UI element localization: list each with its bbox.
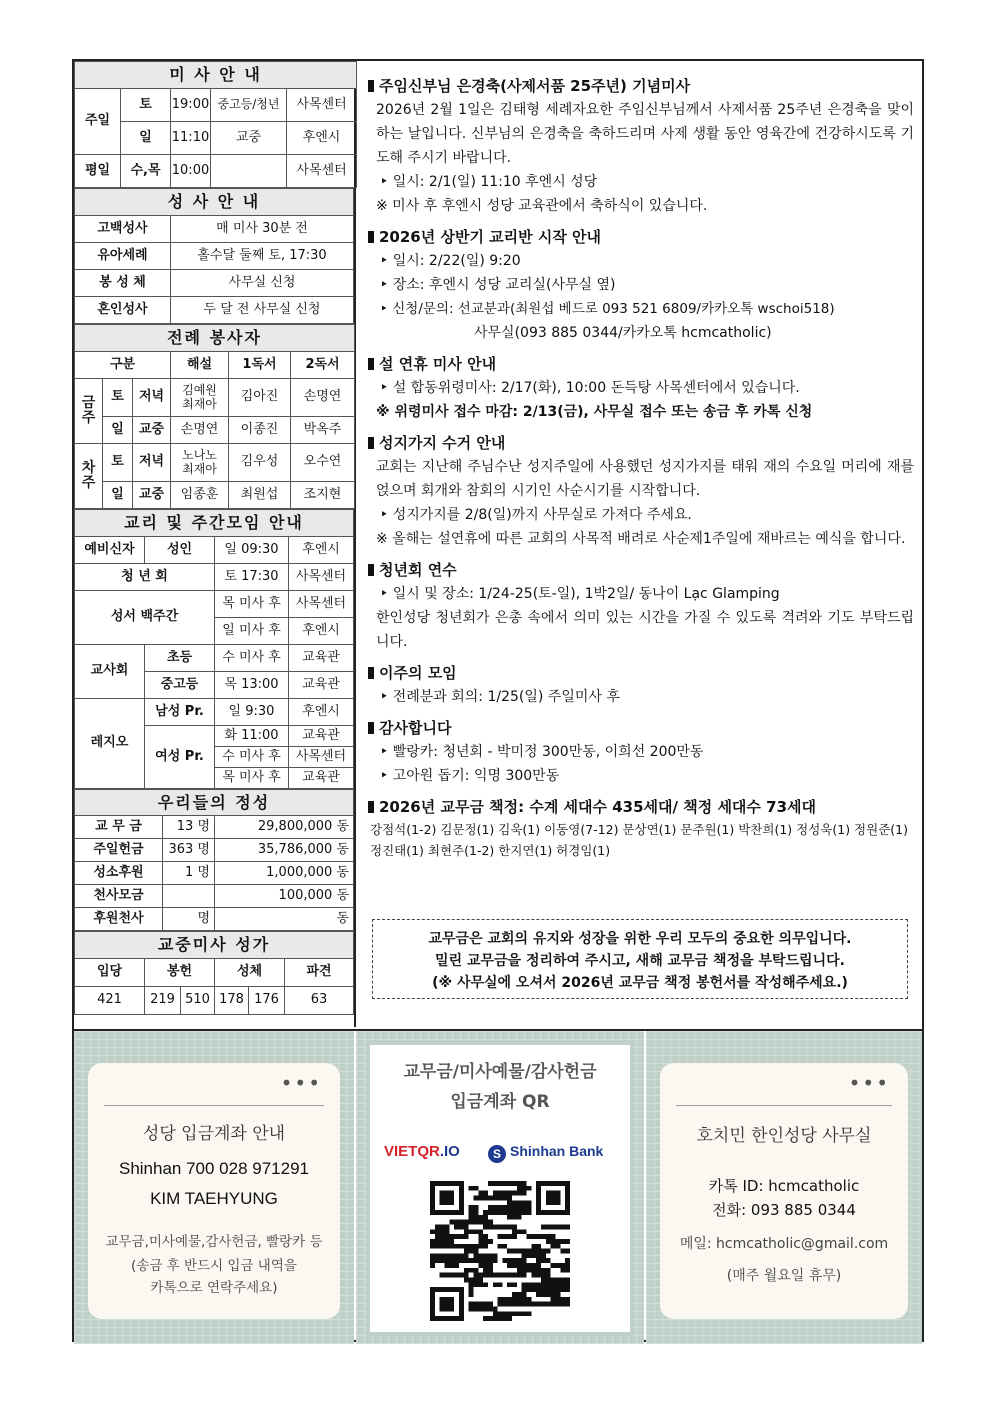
liturgy-table [74,324,355,509]
group-time: 일 09:30 [215,537,289,564]
group-time: 수 미사 후 [215,747,289,768]
group-place: 후엔시 [289,537,354,564]
sacrament-info: 사무실 신청 [171,270,354,297]
left-panel [74,1031,354,1344]
sacrament-name: 고백성사 [75,216,171,243]
card-divider [676,1105,892,1106]
mass-day: 수,목 [121,155,171,188]
notice-title [368,662,914,685]
notice-title-text: 주임신부님 은경축(사제서품 25주년) 기념미사 [379,77,691,95]
sacrament-info: 매 미사 30분 전 [171,216,354,243]
group-name: 성서 백주간 [75,591,215,645]
notice-item: ‣ 일시: 2/1(일) 11:10 후엔시 성당 [380,174,598,190]
offering-title: 우리들의 정성 [75,790,354,816]
group-sub: 초등 [145,645,215,672]
notice-body: 한인성당 청년회가 은총 속에서 의미 있는 시간을 가질 수 있도록 격려와 기도 부탁드립니다. [376,610,914,650]
liturgy-day: 일 [103,482,133,509]
commentator-name: 김예원 [182,383,217,398]
group-time: 목 미사 후 [215,768,289,789]
group-place: 교육관 [289,645,354,672]
mass-who: 중고등/청년 [211,89,287,122]
mass-place: 사목센터 [287,155,357,188]
office-note: (매주 월요일 휴무) [726,1268,842,1284]
notice-youth [368,559,914,654]
liturgy-mass: 저녁 [133,379,171,417]
offering-count: 1 명 [163,862,215,885]
vietqr-suffix: .IO [439,1143,460,1160]
card-note: 카톡으로 연락주세요) [150,1280,278,1296]
attendance-table [74,931,354,1015]
reminder-line: (※ 사무실에 오셔서 2026년 교무금 책정 봉헌서를 작성해주세요.) [432,975,848,991]
notice-item: ‣ 설 합동위령미사: 2/17(화), 10:00 돈득탕 사목센터에서 있습니다. [380,380,800,396]
sacrament-name: 유아세례 [75,243,171,270]
notice-note: ※ 미사 후 후엔시 성당 교육관에서 축하식이 있습니다. [376,198,708,214]
card-title: 호치민 한인성당 사무실 [696,1126,872,1146]
card-divider [104,1105,324,1106]
notice-note: ※ 위령미사 접수 마감: 2/13(금), 사무실 접수 또는 송금 후 카톡 신청 [376,404,813,420]
notice-lunar-new-year [368,353,914,424]
liturgy-mass: 교중 [133,417,171,444]
offering-count [163,885,215,908]
shinhan-logo [488,1143,603,1163]
notices-column [358,61,924,1027]
attendance-title: 교중미사 성가 [75,932,354,959]
next-week-label: 차주 [75,444,103,509]
account-holder: KIM TAEHYUNG [150,1189,278,1208]
reader2: 손명연 [291,379,355,417]
notice-title-text: 2026년 교무금 책정: 수계 세대수 435세대/ 책정 세대수 73세대 [379,798,816,816]
liturgy-header: 해설 [171,352,229,379]
vietqr-logo [384,1143,460,1160]
liturgy-mass: 교중 [133,482,171,509]
hymn-number: 176 [249,987,285,1015]
group-place: 사목센터 [289,747,354,768]
notice-item: ‣ 장소: 후엔시 성당 교리실(사무실 옆) [380,277,616,293]
card-title: 성당 입금계좌 안내 [142,1124,286,1144]
dues-names: 강점석(1-2) 김문정(1) 김욱(1) 이동영(7-12) 문상연(1) 문주원(1) 박찬희(1) 정성욱(1) 정원준(1) 정진태(1) 최현주(1-2) 한지연(1) 허경임(1) [370,822,908,858]
notice-thanks [368,717,914,788]
offering-amount: 동 [215,908,354,931]
notice-item: ‣ 일시: 2/22(일) 9:20 [380,253,521,269]
bullet-square-icon [368,231,374,243]
hymn-header: 파견 [285,959,354,987]
right-panel [646,1031,922,1344]
group-name: 레지오 [75,699,145,789]
hymn-number: 421 [75,987,145,1015]
sacrament-info: 홀수달 둘째 토, 17:30 [171,243,354,270]
group-place: 사목센터 [289,591,354,618]
left-column [74,61,356,1027]
bullet-square-icon [368,722,374,734]
notice-item: ‣ 일시 및 장소: 1/24-25(토-일), 1박2일/ 동나이 Lạc Glamping [380,586,780,602]
bullet-square-icon [368,667,374,679]
vietqr-text: VIETQR [384,1143,440,1160]
mass-day: 일 [121,122,171,155]
sacrament-info: 두 달 전 사무실 신청 [171,297,354,324]
reader2: 조지현 [291,482,355,509]
liturgy-day: 토 [103,444,133,482]
mass-who: 교중 [211,122,287,155]
liturgy-commentator [171,379,229,417]
liturgy-title: 전례 봉사자 [75,325,355,352]
bullet-square-icon [368,80,374,92]
hymn-header: 성체 [215,959,285,987]
notice-item: ‣ 신청/문의: 선교분과(최원섭 베드로 093 521 6809/카카오톡 wschoi518) [380,301,835,317]
group-sub: 중고등 [145,672,215,699]
group-sub: 남성 Pr. [145,699,215,726]
notice-catechism [368,226,914,345]
sacrament-name: 혼인성사 [75,297,171,324]
card-note: 교무금,미사예물,감사헌금, 빨랑카 등 [105,1234,323,1250]
mass-time: 10:00 [171,155,211,188]
reminder-line: 교무금은 교회의 유지와 성장을 위한 우리 모두의 중요한 의무입니다. [428,931,852,947]
offering-name: 성소후원 [75,862,163,885]
reader1: 김아진 [229,379,291,417]
offering-count: 363 명 [163,839,215,862]
reader1: 최원섭 [229,482,291,509]
notice-title [368,75,914,98]
office-email: 메일: hcmcatholic@gmail.com [679,1236,889,1252]
dues-reminder-box [372,919,908,999]
liturgy-header: 2독서 [291,352,355,379]
liturgy-day: 일 [103,417,133,444]
group-name: 교사회 [75,645,145,699]
weekday-label: 평일 [75,155,121,188]
mass-who [211,155,287,188]
group-time: 목 13:00 [215,672,289,699]
hymn-number: 178 [215,987,249,1015]
sacrament-title: 성 사 안 내 [75,189,354,216]
offering-count: 13 명 [163,816,215,839]
offering-name: 교 무 금 [75,816,163,839]
group-name: 청 년 회 [75,564,215,591]
notice-item: ‣ 빨랑카: 청년회 - 박미정 300만동, 이희선 200만동 [380,744,704,760]
liturgy-header: 구분 [75,352,171,379]
group-place: 교육관 [289,768,354,789]
offering-table [74,789,354,931]
reader1: 이종진 [229,417,291,444]
commentator-name: 노나노 [182,448,217,463]
mass-place: 사목센터 [287,89,357,122]
account-number: Shinhan 700 028 971291 [118,1159,309,1178]
groups-table [74,509,354,789]
more-dots-icon: ••• [280,1071,322,1095]
liturgy-header: 1독서 [229,352,291,379]
mass-day: 토 [121,89,171,122]
group-sub: 성인 [145,537,215,564]
mass-time: 19:00 [171,89,211,122]
notice-title-text: 성지가지 수거 안내 [379,434,506,452]
group-name: 예비신자 [75,537,145,564]
notice-title [368,796,914,819]
bottom-banner [74,1029,922,1342]
reminder-line: 밀린 교무금을 정리하여 주시고, 새해 교무금 책정을 부탁드립니다. [435,953,845,969]
reader2: 오수연 [291,444,355,482]
hymn-number: 219 [145,987,181,1015]
notice-body: 2026년 2월 1일은 김태형 세례자요한 주임신부님께서 사제서품 25주년 은경축을 맞이하는 날입니다. 신부님의 은경축을 축하드리며 사제 생활 동안 영육간에 건강하시도록 기도해 주시기 바랍니다. [376,102,914,166]
offering-name: 주일헌금 [75,839,163,862]
notice-item: ‣ 전례분과 회의: 1/25(일) 주일미사 후 [380,689,620,705]
liturgy-commentator: 손명연 [171,417,229,444]
bullet-square-icon [368,801,374,813]
liturgy-commentator [171,444,229,482]
bullet-square-icon [368,358,374,370]
qr-title: 교무금/미사예물/감사헌금 [403,1062,597,1082]
group-place: 교육관 [289,726,354,747]
group-place: 사목센터 [289,564,354,591]
notice-title [368,432,914,455]
offering-name: 후원천사 [75,908,163,931]
notice-body: 교회는 지난해 주님수난 성지주일에 사용했던 성지가지를 태워 재의 수요일 머리에 재를 얹으며 회개와 참회의 시기인 사순시기를 시작합니다. [376,459,914,499]
notice-title-text: 2026년 상반기 교리반 시작 안내 [379,228,602,246]
hymn-number: 63 [285,987,354,1015]
bullet-square-icon [368,437,374,449]
mass-place: 후엔시 [287,122,357,155]
mass-time: 11:10 [171,122,211,155]
notice-item: ‣ 고아원 돕기: 익명 300만동 [380,768,560,784]
commentator-name: 최재아 [182,461,217,476]
group-place: 후엔시 [289,618,354,645]
office-card [660,1063,908,1319]
notice-note: ※ 올해는 설연휴에 따른 교회의 사목적 배려로 사순제1주일에 재바르는 예식을 합니다. [376,531,906,547]
more-dots-icon: ••• [848,1071,890,1095]
notice-meetings [368,662,914,709]
commentator-name: 최재아 [182,396,217,411]
office-phone: 전화: 093 885 0344 [712,1201,856,1219]
liturgy-mass: 저녁 [133,444,171,482]
mass-table [74,61,357,188]
card-note: (송금 후 반드시 입금 내역을 [131,1258,297,1274]
shinhan-icon: S [488,1145,506,1163]
group-time: 일 9:30 [215,699,289,726]
group-time: 수 미사 후 [215,645,289,672]
group-place: 후엔시 [289,699,354,726]
offering-amount: 1,000,000 동 [215,862,354,885]
group-place: 교육관 [289,672,354,699]
liturgy-day: 토 [103,379,133,417]
notice-item: 사무실(093 885 0344/카카오톡 hcmcatholic) [474,325,772,341]
notice-title [368,226,914,249]
groups-title: 교리 및 주간모임 안내 [75,510,354,537]
notice-title [368,353,914,376]
hymn-header: 입당 [75,959,145,987]
qr-subtitle: 입금계좌 QR [450,1092,550,1112]
reader2: 박옥주 [291,417,355,444]
kakao-id: 카톡 ID: hcmcatholic [708,1177,860,1195]
liturgy-commentator: 임종훈 [171,482,229,509]
offering-count: 명 [163,908,215,931]
notice-item: ‣ 성지가지를 2/8(일)까지 사무실로 가져다 주세요. [380,507,692,523]
notice-title-text: 이주의 모임 [379,664,457,682]
offering-amount: 100,000 동 [215,885,354,908]
group-time: 목 미사 후 [215,591,289,618]
notice-title [368,717,914,740]
bank-logos [384,1141,616,1165]
notice-palm [368,432,914,551]
bank-account-card [88,1063,340,1319]
notice-dues [368,796,914,861]
bulletin-page [72,59,924,1342]
hymn-number: 510 [181,987,215,1015]
mass-title: 미 사 안 내 [75,62,357,89]
notice-title-text: 감사합니다 [379,719,452,737]
hymn-header: 봉헌 [145,959,215,987]
sacrament-name: 봉 성 체 [75,270,171,297]
notice-title [368,559,914,582]
group-time: 화 11:00 [215,726,289,747]
offering-amount: 29,800,000 동 [215,816,354,839]
offering-name: 천사모금 [75,885,163,908]
notice-anniversary [368,75,914,218]
sunday-label: 주일 [75,89,121,155]
this-week-label: 금주 [75,379,103,444]
bullet-square-icon [368,564,374,576]
shinhan-text: Shinhan Bank [510,1143,604,1159]
qr-panel [366,1041,634,1336]
group-time: 일 미사 후 [215,618,289,645]
group-time: 토 17:30 [215,564,289,591]
qr-code[interactable] [430,1181,570,1321]
notice-title-text: 설 연휴 미사 안내 [379,355,497,373]
group-sub: 여성 Pr. [145,726,215,789]
reader1: 김우성 [229,444,291,482]
sacrament-table [74,188,354,324]
offering-amount: 35,786,000 동 [215,839,354,862]
notice-title-text: 청년회 연수 [379,561,457,579]
